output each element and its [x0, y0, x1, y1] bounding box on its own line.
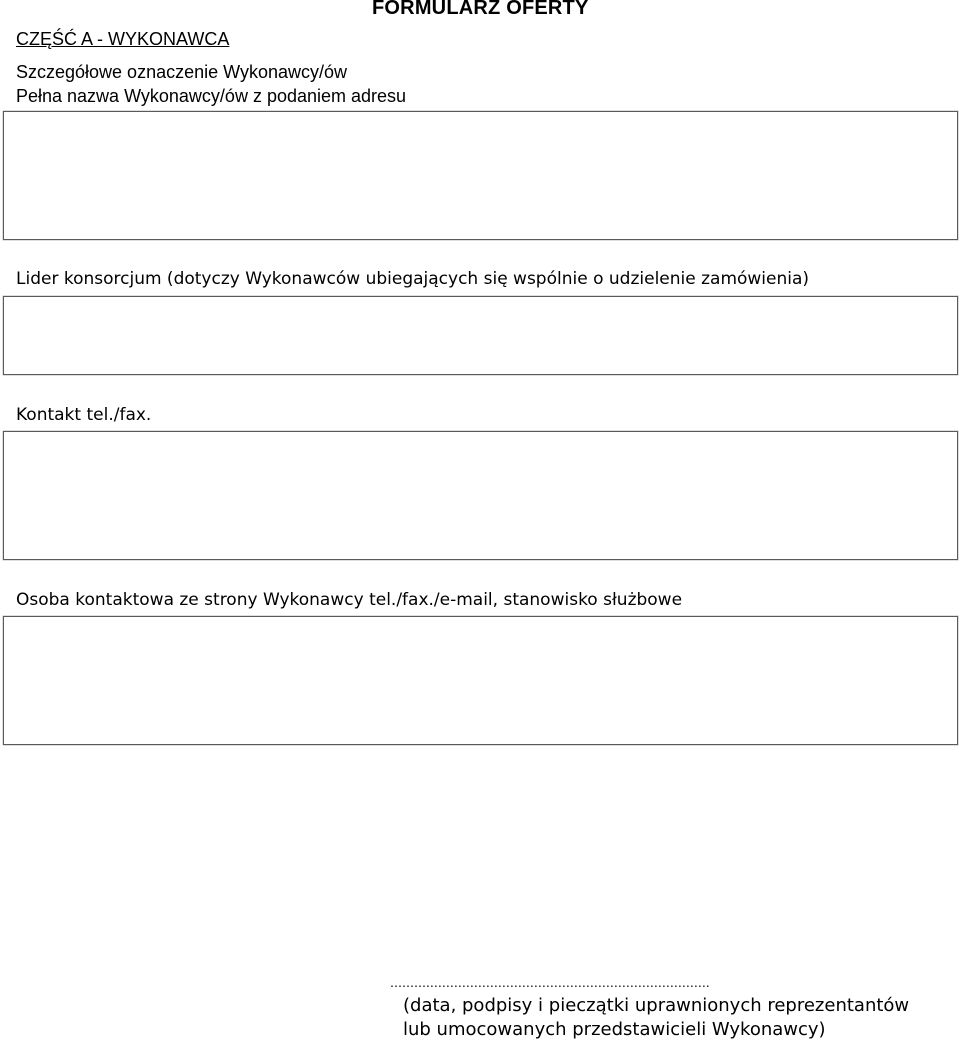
signature-line: ……….……………………………………………………………. — [390, 976, 710, 990]
section-header: CZĘŚĆ A - WYKONAWCA — [16, 29, 230, 49]
contractor-detail-label: Szczegółowe oznaczenie Wykonawcy/ów — [16, 62, 347, 82]
consortium-leader-label: Lider konsorcjum (dotyczy Wykonawców ubiegających się wspólnie o udzielenie zamówienia) — [16, 269, 810, 289]
signature-caption-line1: (data, podpisy i pieczątki uprawnionych reprezentantów — [403, 995, 910, 1016]
signature-caption-line2: lub umocowanych przedstawicieli Wykonawcy) — [403, 1019, 826, 1040]
full-name-label: Pełna nazwa Wykonawcy/ów z podaniem adresu — [16, 86, 407, 106]
contact-field[interactable] — [3, 431, 958, 560]
full-name-field[interactable] — [3, 111, 958, 240]
consortium-leader-field[interactable] — [3, 296, 958, 375]
contact-label: Kontakt tel./fax. — [16, 405, 152, 425]
contact-person-field[interactable] — [3, 616, 958, 745]
contact-person-label: Osoba kontaktowa ze strony Wykonawcy tel./fax./e-mail, stanowisko służbowe — [16, 590, 683, 610]
form-title: FORMULARZ OFERTY — [372, 0, 589, 19]
